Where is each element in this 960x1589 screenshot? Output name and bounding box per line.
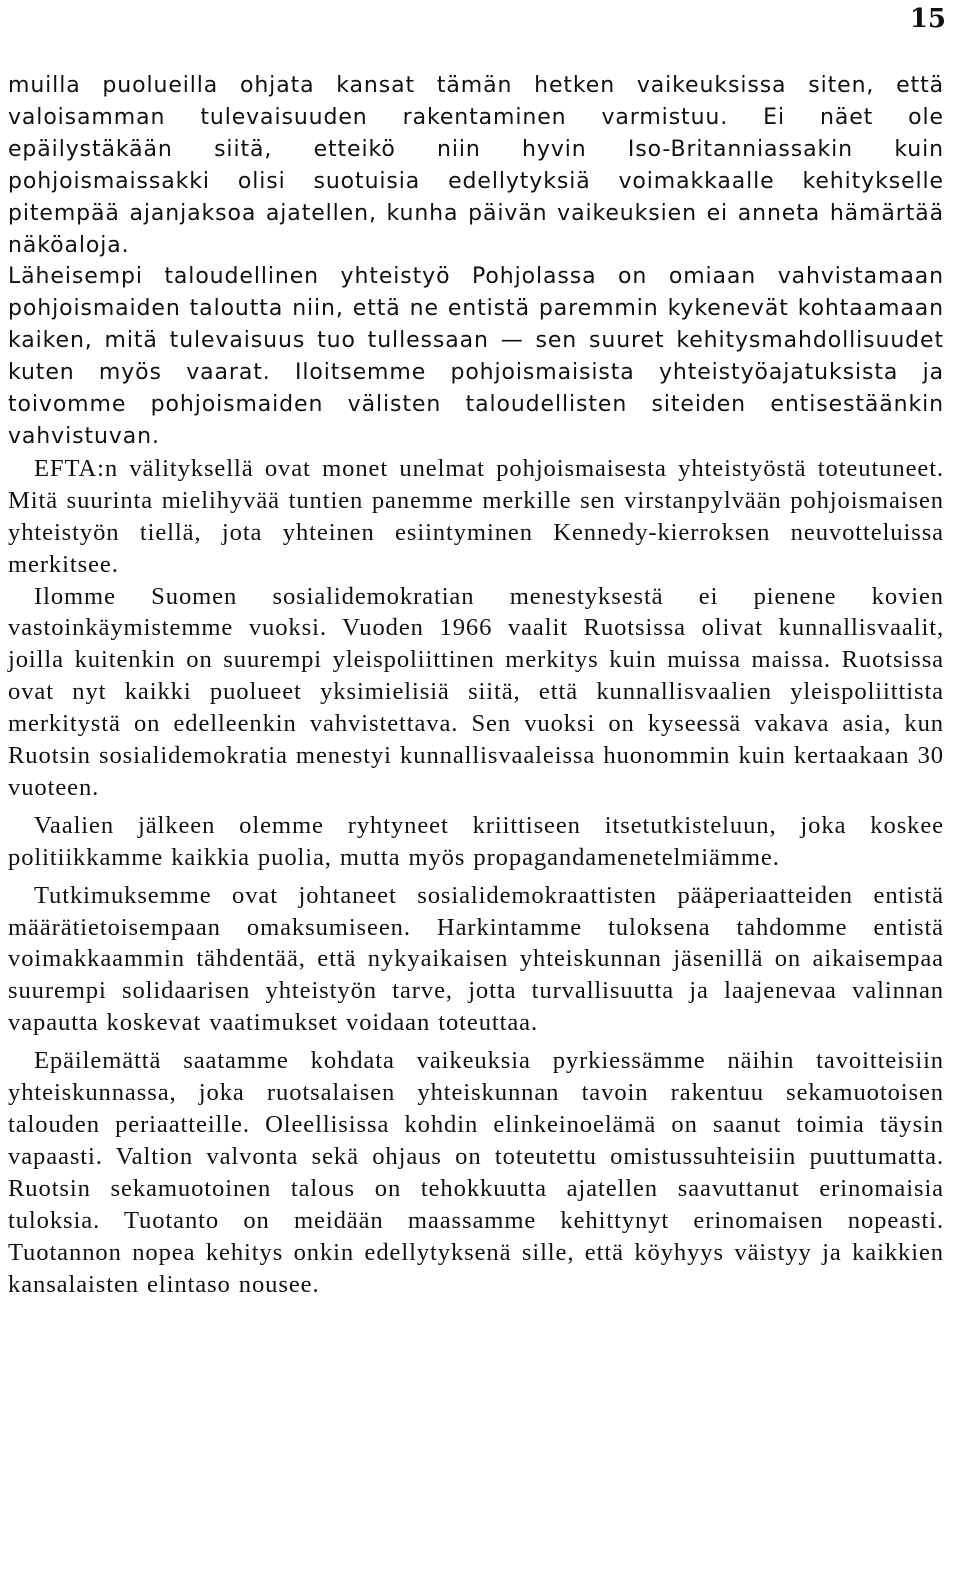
paragraph-6: Tutkimuksemme ovat johtaneet sosialidemokraattisten pääperiaatteiden entistä määrätietoisempaan omaksumiseen. Harkintamme tuloksena tahdomme entistä voimakkaammin tähdentää, että nykyaikaisen yhteiskunnan jäsenillä on aikaisempaa suurempi solidaarisen yhteistyön tarve, jotta turvallisuutta ja laajenevaa valinnan vapautta koskevat vaatimukset voidaan toteuttaa. [8,881,944,1037]
paragraph-4: Ilomme Suomen sosialidemokratian menestyksestä ei pienene kovien vastoinkäymistemme vuoksi. Vuoden 1966 vaalit Ruotsissa olivat kunnallisvaalit, joilla kuitenkin on suurempi yleispoliittinen merkitys kuin muissa maissa. Ruotsissa ovat nyt kaikki puolueet yksimielisiä siitä, että kunnallisvaalien yleispoliittista merkitystä on edelleenkin vahvistettava. Sen vuoksi on kyseessä vakava asia, kun Ruotsin sosialidemokratia menestyi kunnallisvaaleissa huonommin kuin kertaakaan 30 vuoteen. [8,582,944,801]
paragraph-3: EFTA:n välityksellä ovat monet unelmat pohjoismaisesta yhteistyöstä toteutuneet. Mitä suurinta mielihyvää tuntien panemme merkille sen virstanpylvään pohjoismaisen yhteistyön tiellä, jota yhteinen esiintyminen Kennedy-kierroksen neuvotteluissa merkitsee. [8,454,944,578]
paragraph-7: Epäilemättä saatamme kohdata vaikeuksia pyrkiessämme näihin tavoitteisiin yhteiskunnassa, joka ruotsalaisen yhteiskunnan tavoin rakentuu sekamuotoisen talouden periaatteille. Oleellisissa kohdin elinkeinoelämä on saanut toimia täysin vapaasti. Valtion valvonta sekä ohjaus on toteutettu omistussuhteisiin puuttumatta. Ruotsin sekamuotoinen talous on tehokkuutta ajatellen saavuttanut erinomaisia tuloksia. Tuotanto on meidään maassamme kehittynyt erinomaisen nopeasti. Tuotannon nopea kehitys onkin edellytyksenä sille, että köyhyys väistyy ja kaikkien kansalaisten elintaso nousee. [8,1047,944,1298]
paragraph-5: Vaalien jälkeen olemme ryhtyneet kriittiseen itsetutkisteluun, joka koskee politiikkamme kaikkia puolia, mutta myös propagandamenetelmiämme. [8,811,944,871]
page-number: 15 [909,4,946,34]
paragraph-2: Läheisempi taloudellinen yhteistyö Pohjolassa on omiaan vahvistamaan pohjoismaiden taloutta niin, että ne entistä paremmin kykenevät kohtaamaan kaiken, mitä tulevaisuus tuo tullessaan — sen suuret kehitysmahdollisuudet kuten myös vaarat. Iloitsemme pohjoismaisista yhteistyöajatuksista ja toivomme pohjoismaiden välisten taloudellisten siteiden entisestäänkin vahvistuvan. [8,264,944,449]
paragraph-1: muilla puolueilla ohjata kansat tämän hetken vaikeuksissa siten, että valoisamman tulevaisuuden rakentaminen varmistuu. Ei näet ole epäilystäkään siitä, etteikö niin hyvin Iso-Britanniassakin kuin pohjoismaissakki olisi suotuisia edellytyksiä voimakkaalle kehitykselle pitempää ajanjaksoa ajatellen, kunha päivän vaikeuksien ei anneta hämärtää näköaloja. [8,73,944,258]
body-text [8,70,944,1300]
